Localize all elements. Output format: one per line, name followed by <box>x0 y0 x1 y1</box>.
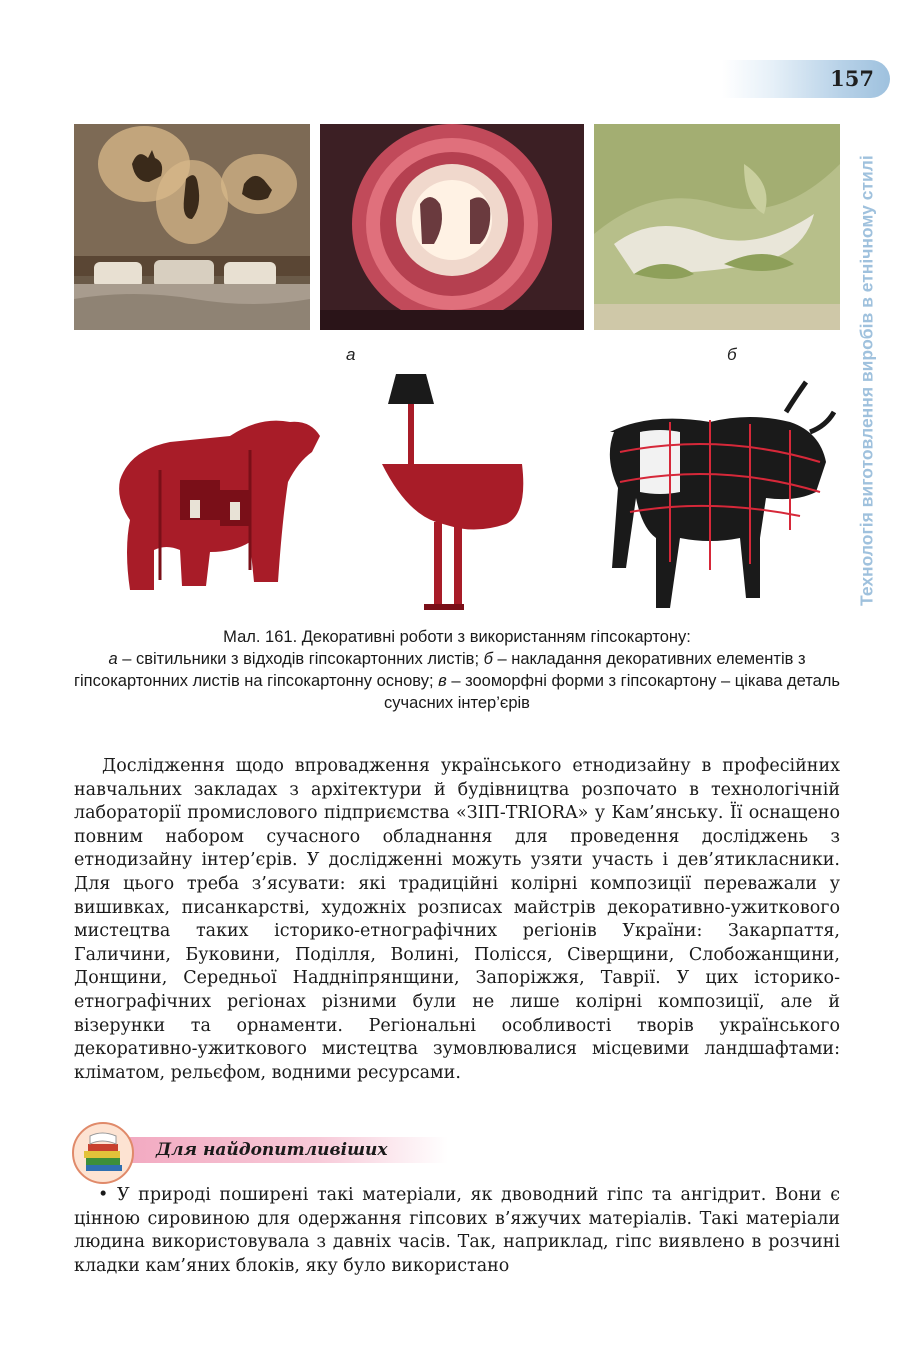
curious-text: У природі поширені такі матеріали, як двоводний гіпс та ангідрит. Вони є цінною сировиною для одержання гіпсових в’яжучих матеріалів. Такі матеріали людина використовувала з давніх часів. Так, наприклад, гіпс виявлено в розчині кладки кам’яних блоків, яку було використано <box>74 1185 840 1276</box>
caption-letter-a: а <box>108 650 118 668</box>
curious-paragraph <box>74 1184 840 1278</box>
page-number-tab <box>722 60 890 98</box>
figure-label-b: б <box>727 345 737 364</box>
section-side-title: Технологія виготовлення виробів в етнічному стилі <box>856 155 877 606</box>
caption-text-b: – накладання декоративних елементів з гіпсокартонних листів на гіпсокартонну основу; <box>74 650 806 690</box>
photo-red-flower-lamp <box>320 124 584 330</box>
books-icon <box>72 1122 134 1184</box>
caption-line-1: Мал. 161. Декоративні роботи з використанням гіпсокартону: <box>223 628 691 646</box>
caption-letter-b: б <box>483 650 493 668</box>
curious-section-title: Для найдопитливіших <box>156 1140 388 1160</box>
caption-text-c: – зооморфні форми з гіпсокартону – цікава деталь сучасних інтер’єрів <box>384 672 840 712</box>
curious-text-block <box>74 1184 840 1278</box>
photo-ostrich-lamp-table <box>378 372 528 612</box>
page-number: 157 <box>830 66 874 91</box>
photo-bear-shelf <box>100 410 330 615</box>
main-text-block <box>74 755 840 1085</box>
figure-caption <box>74 626 840 714</box>
caption-letter-c: в <box>438 672 447 690</box>
caption-details <box>74 648 840 714</box>
photo-cat-wall-lamps <box>74 124 310 330</box>
photo-decorative-ceiling <box>594 124 840 330</box>
caption-text-a: – світильники з відходів гіпсокартонних листів; <box>117 650 484 668</box>
figure-label-a: а <box>346 345 356 364</box>
photo-bull-sculpture <box>600 372 836 612</box>
main-paragraph: Дослідження щодо впровадження українського етнодизайну в професійних навчальних закладах з архітектури й будівництва розпочато в технологічній лабораторії промислового підприємства «ЗІП-TRIORA» у Кам’янську. Її оснащено повним набором сучасного обладнання для проведення досліджень з етнодизайну інтер’єрів. У дослідженні можуть узяти участь і дев’ятикласники. Для цього треба з’ясувати: які традиційні колірні композиції переважали у вишивках, писанкарстві, художніх розписах майстрів декоративно-ужиткового мистецтва таких історико-етнографічних регіонів України: Закарпаття, Галичини, Буковини, Поділля, Волині, Полісся, Сіверщини, Слобожанщини, Донщини, Середньої Наддніпрянщини, Запоріжжя, Таврії. У цих історико-етнографічних регіонах різними були не лише колірні композиції, але й візерунки та орнаменти. Регіональні особливості творів українського декоративно-ужиткового мистецтва зумовлювалися місцевими ландшафтами: кліматом, рельєфом, водними ресурсами. <box>74 756 840 1083</box>
bullet-marker: • <box>98 1185 109 1205</box>
